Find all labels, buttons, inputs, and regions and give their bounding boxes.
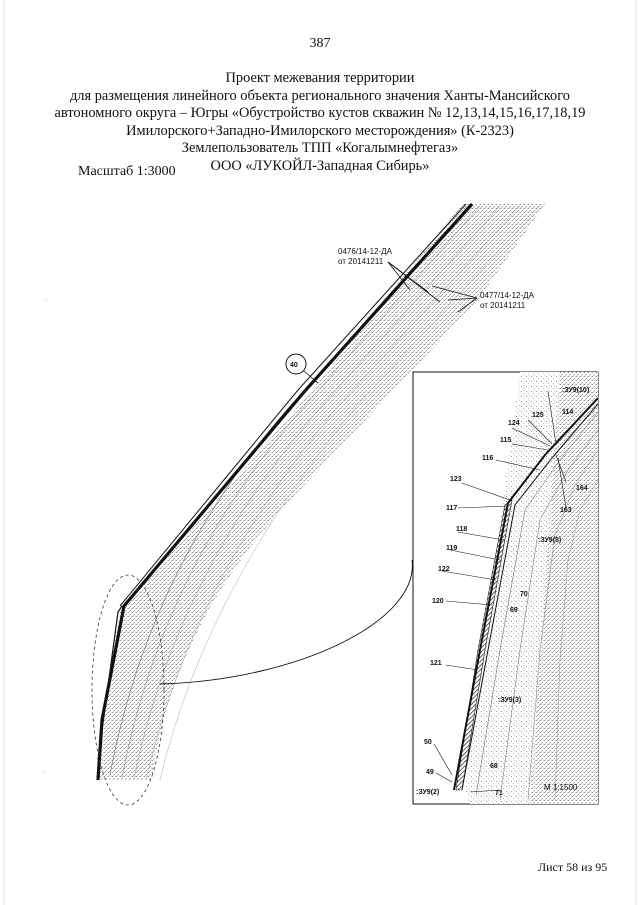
inset-point-114: 114: [562, 409, 574, 416]
inset-point-163: 163: [560, 507, 572, 514]
inset-point-68: 68: [490, 763, 498, 770]
inset-point-119: 119: [446, 545, 458, 552]
inset-point-69: 69: [510, 607, 518, 614]
inset-point-118: 118: [456, 526, 468, 533]
svg-text:.: .: [45, 296, 47, 302]
inset-point-117: 117: [446, 505, 458, 512]
title-line-4: Имилорского+Западно-Имилорского месторождения» (К-2323): [126, 122, 514, 139]
inset-scale: М 1:1500: [544, 783, 578, 792]
sheet-number: Лист 58 из 95: [538, 860, 608, 874]
inset-point-123: 123: [450, 476, 462, 483]
inset-point-122: 122: [438, 566, 450, 573]
inset-point-70: 70: [520, 591, 528, 598]
parcel-circle-label: 40: [290, 362, 298, 369]
title-line-3: автономного округа – Югры «Обустройство кустов скважин № 12,13,14,15,16,17,18,19: [54, 105, 586, 122]
title-line-1: Проект межевания территории: [225, 70, 415, 86]
inset-point-71: 71: [495, 790, 503, 797]
inset-point-116: 116: [482, 455, 494, 462]
callout-1-line2: от 20141211: [338, 257, 384, 266]
inset-zone-label-3: :ЗУ9(3): [498, 697, 522, 704]
inset-point-120: 120: [432, 598, 444, 605]
svg-text:.: .: [44, 768, 46, 774]
title-line-2: для размещения линейного объекта регионального значения Ханты-Мансийского: [69, 87, 570, 104]
inset-point-125: 125: [532, 412, 544, 419]
inset-detail: [413, 372, 598, 804]
inset-zone-label-5: :ЗУ9(5): [538, 537, 562, 544]
inset-point-124: 124: [508, 420, 520, 427]
callout-1-line1: 0476/14-12-ДА: [338, 247, 392, 256]
inset-point-121: 121: [430, 660, 442, 667]
inset-point-164: 164: [576, 485, 588, 492]
inset-zone-label-2: :ЗУ9(2): [416, 789, 440, 796]
page-number: 387: [309, 36, 331, 51]
inset-point-49: 49: [426, 769, 434, 776]
inset-point-50: 50: [424, 739, 432, 746]
inset-zone-label-10: :ЗУ9(10): [562, 387, 590, 394]
inset-point-115: 115: [500, 437, 512, 444]
callout-2-line2: от 20141211: [480, 301, 526, 310]
callout-2-line1: 0477/14-12-ДА: [480, 291, 534, 300]
title-line-5: Землепользователь ТПП «Когалымнефтегаз»: [181, 140, 459, 157]
title-line-6: ООО «ЛУКОЙЛ-Западная Сибирь»: [210, 157, 430, 174]
scale-label: Масштаб 1:3000: [78, 164, 176, 179]
